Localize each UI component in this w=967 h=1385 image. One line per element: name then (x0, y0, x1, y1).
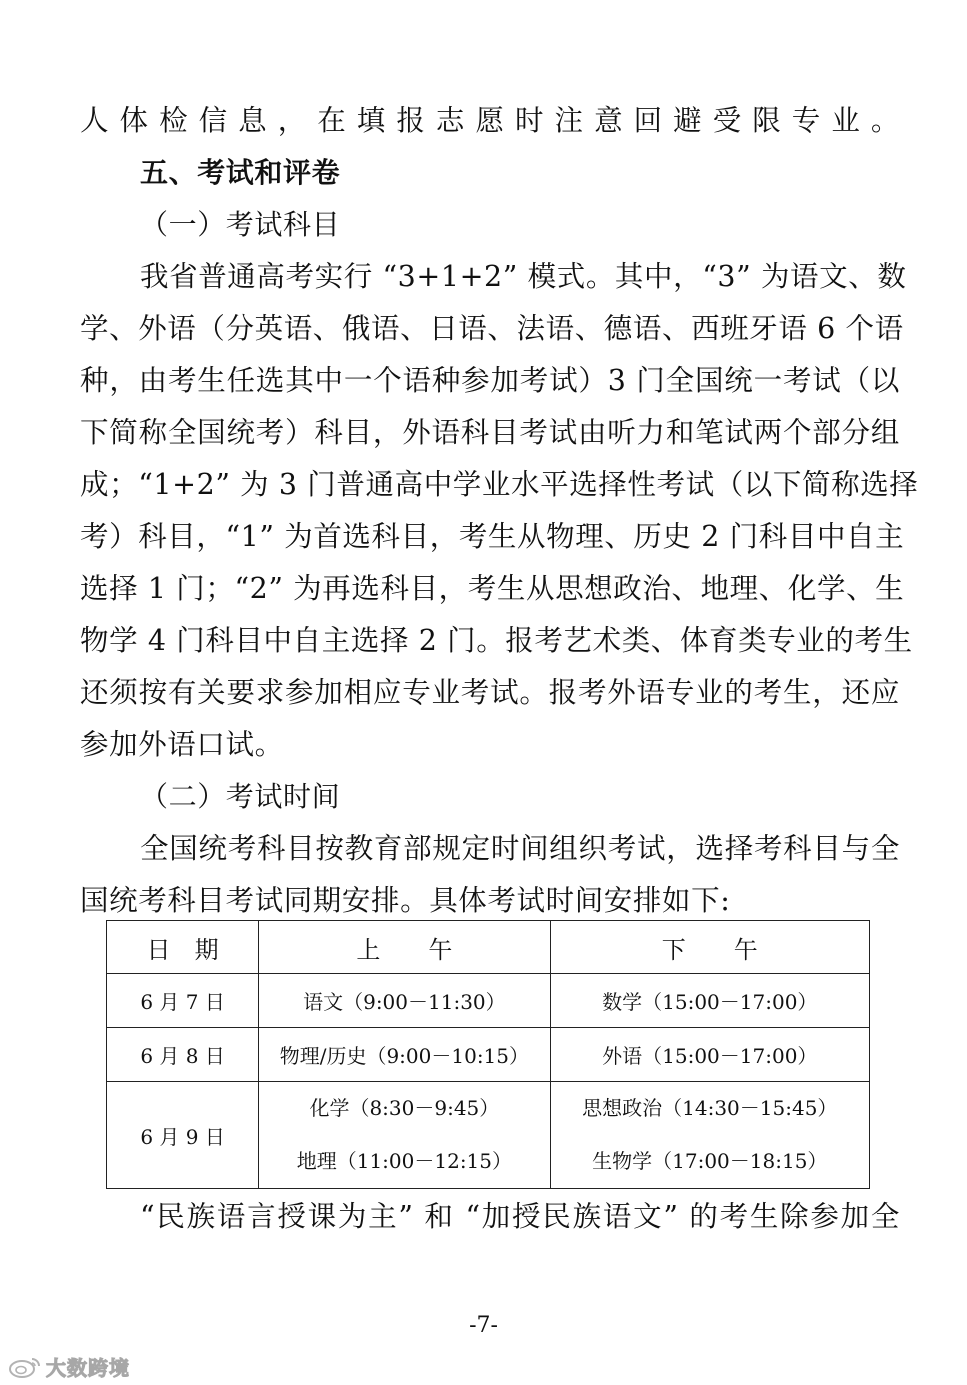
date-cell: 6 月 9 日 (107, 1082, 259, 1189)
paragraph-line: 种，由考生任选其中一个语种参加考试）3 门全国统一考试（以 (80, 364, 900, 397)
table-row (107, 1082, 870, 1189)
morning-exam-second: 地理（11:00－12:15） (296, 1149, 513, 1173)
paragraph-line: 国统考科目考试同期安排。具体考试时间安排如下: (80, 884, 731, 917)
paragraph-line: 考）科目，“1” 为首选科目，考生从物理、历史 2 门科目中自主 (80, 520, 905, 553)
header-date: 日 期 (107, 921, 259, 974)
afternoon-exam-cell (550, 1082, 869, 1189)
morning-exam-cell: 语文（9:00－11:30） (259, 974, 550, 1028)
morning-exam-cell: 物理/历史（9:00－10:15） (259, 1028, 550, 1082)
paragraph-line: 物学 4 门科目中自主选择 2 门。报考艺术类、体育类专业的考生 (80, 624, 913, 657)
afternoon-exam-first: 思想政治（14:30－15:45） (582, 1096, 838, 1120)
table-header-row (107, 921, 870, 974)
date-cell: 6 月 7 日 (107, 974, 259, 1028)
subsection-heading: （一）考试科目 (140, 208, 341, 241)
afternoon-exam-second: 生物学（17:00－18:15） (592, 1149, 828, 1173)
watermark (8, 1352, 130, 1380)
header-afternoon: 下 午 (550, 921, 869, 974)
weibo-logo-icon (8, 1354, 42, 1378)
section-heading: 五、考试和评卷 (140, 156, 341, 189)
header-morning: 上 午 (259, 921, 550, 974)
paragraph-line: 人体检信息，在填报志愿时注意回避受限专业。 (80, 104, 900, 137)
morning-exam-cell (259, 1082, 550, 1189)
subsection-heading: （二）考试时间 (140, 780, 341, 813)
paragraph-line: 成；“1+2” 为 3 门普通高中学业水平选择性考试（以下简称选择 (80, 468, 919, 501)
exam-schedule-table (106, 920, 870, 1189)
paragraph-line: 下简称全国统考）科目，外语科目考试由听力和笔试两个部分组 (80, 416, 900, 449)
afternoon-exam-cell: 数学（15:00－17:00） (550, 974, 869, 1028)
page-number: -7- (469, 1313, 498, 1338)
afternoon-exam-cell: 外语（15:00－17:00） (550, 1028, 869, 1082)
date-cell: 6 月 8 日 (107, 1028, 259, 1082)
paragraph-line: 学、外语（分英语、俄语、日语、法语、德语、西班牙语 6 个语 (80, 312, 904, 345)
table-row (107, 1028, 870, 1082)
paragraph-line: “民族语言授课为主” 和 “加授民族语文” 的考生除参加全 (140, 1200, 900, 1233)
paragraph-line: 还须按有关要求参加相应专业考试。报考外语专业的考生，还应 (80, 676, 900, 709)
paragraph-line: 全国统考科目按教育部规定时间组织考试，选择考科目与全 (140, 832, 900, 865)
table-row (107, 974, 870, 1028)
paragraph-line: 参加外语口试。 (80, 728, 284, 761)
morning-exam-first: 化学（8:30－9:45） (309, 1096, 500, 1120)
paragraph-line: 选择 1 门；“2” 为再选科目，考生从思想政治、地理、化学、生 (80, 572, 905, 605)
watermark-text: 大数跨境 (46, 1355, 130, 1380)
paragraph-line: 我省普通高考实行 “3+1+2” 模式。其中，“3” 为语文、数 (140, 260, 907, 293)
